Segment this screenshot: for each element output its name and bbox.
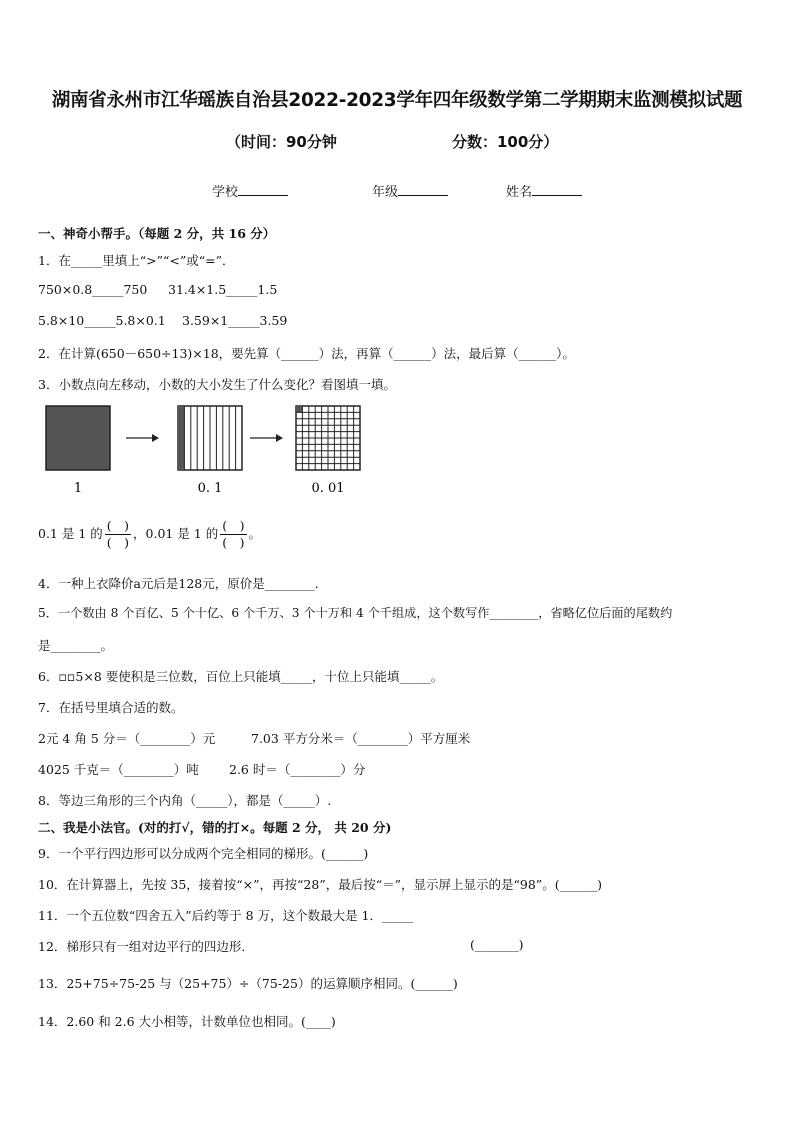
question-13: 13．25+75÷75-25 与（25+75）÷（75-25）的运算顺序相同。(______) — [38, 976, 458, 991]
question-5-line-1: 5．一个数由 8 个百亿、5 个十亿、6 个千万、3 个十万和 4 个千组成，这个数写作________，省略亿位后面的尾数约 — [38, 606, 673, 620]
question-1: 1．在_____里填上“>”“<”或“=”． — [38, 253, 235, 268]
school-blank[interactable] — [238, 181, 288, 196]
arrow-2-head — [276, 434, 283, 442]
question-7-c: 4025 千克＝（________）吨 — [38, 762, 199, 777]
question-14: 14．2.60 和 2.6 大小相等，计数单位也相同。(____) — [38, 1014, 336, 1029]
figure-label-3: 0. 01 — [311, 481, 345, 496]
fraction-blank-1[interactable] — [105, 518, 131, 551]
grade-label: 年级 — [372, 185, 399, 200]
fraction-2-denominator[interactable]: ( ) — [222, 535, 245, 550]
q3-text-b: ，0.01 是 1 的 — [133, 526, 219, 541]
decimal-figure — [38, 396, 398, 500]
fraction-1-numerator[interactable]: ( ) — [106, 518, 130, 533]
section-1-heading: 一、神奇小帮手。（每题 2 分，共 16 分） — [38, 226, 276, 241]
question-4: 4．一种上衣降价a元后是128元，原价是________． — [38, 576, 328, 591]
question-7-d: 2.6 时＝（________）分 — [229, 762, 366, 777]
question-1-d: 3.59×1_____3.59 — [182, 313, 288, 328]
question-3-answer — [38, 518, 261, 551]
page-title: 湖南省永州市江华瑶族自治县2022-2023学年四年级数学第二学期期末监测模拟试题 — [51, 90, 743, 111]
question-7: 7．在括号里填合适的数。 — [38, 700, 184, 715]
question-6: 6．▫▫5×8 要使积是三位数，百位上只能填_____，十位上只能填_____。 — [38, 669, 444, 684]
question-8: 8．等边三角形的三个内角（_____），都是（_____）. — [38, 793, 332, 808]
tenths-square — [178, 406, 242, 470]
exam-time: （时间：90分钟 — [226, 133, 337, 151]
question-7-b: 7.03 平方分米＝（________）平方厘米 — [251, 731, 471, 746]
question-9: 9．一个平行四边形可以分成两个完全相同的梯形。(______) — [38, 846, 369, 861]
figure-label-2: 0. 1 — [197, 481, 223, 496]
question-5-line-2: 是________。 — [38, 638, 114, 653]
name-field[interactable] — [506, 181, 582, 200]
arrow-1-head — [152, 434, 159, 442]
exam-score: 分数：100分） — [452, 133, 559, 151]
name-label: 姓名 — [506, 185, 533, 200]
question-1-b: 31.4×1.5_____1.5 — [168, 282, 278, 297]
figure-label-1: 1 — [73, 481, 83, 496]
question-12-blank[interactable]: (_______) — [470, 937, 524, 952]
fraction-1-denominator[interactable]: ( ) — [106, 535, 130, 550]
hundredths-square — [296, 406, 360, 470]
section-2-heading: 二、我是小法官。(对的打√，错的打×。每题 2 分， 共 20 分) — [38, 820, 392, 835]
grade-field[interactable] — [372, 181, 448, 200]
school-label: 学校 — [212, 185, 239, 200]
name-blank[interactable] — [532, 181, 582, 196]
question-12: 12．梯形只有一组对边平行的四边形． — [38, 939, 254, 954]
whole-square — [46, 406, 110, 470]
question-1-c: 5.8×10_____5.8×0.1 — [38, 313, 166, 328]
q3-text-a: 0.1 是 1 的 — [38, 526, 103, 541]
question-3: 3．小数点向左移动，小数的大小发生了什么变化？看图填一填。 — [38, 377, 396, 392]
question-1-a: 750×0.8_____750 — [38, 282, 148, 297]
q3-text-c: 。 — [248, 526, 262, 541]
school-field[interactable] — [212, 181, 288, 200]
fraction-2-numerator[interactable]: ( ) — [222, 518, 245, 533]
question-2: 2．在计算(650－650÷13)×18，要先算（______）法，再算（______）法，最后算（______）。 — [38, 346, 575, 361]
question-10: 10．在计算器上，先按 35，接着按“×”，再按“28”，最后按“＝”，显示屏上显示的是“98”。(______) — [38, 877, 602, 892]
question-11: 11．一个五位数“四舍五入”后约等于 8 万，这个数最大是 1．_____ — [38, 908, 414, 923]
fraction-blank-2[interactable] — [220, 518, 246, 551]
question-7-a: 2元 4 角 5 分＝（________）元 — [38, 731, 216, 746]
grade-blank[interactable] — [398, 181, 448, 196]
